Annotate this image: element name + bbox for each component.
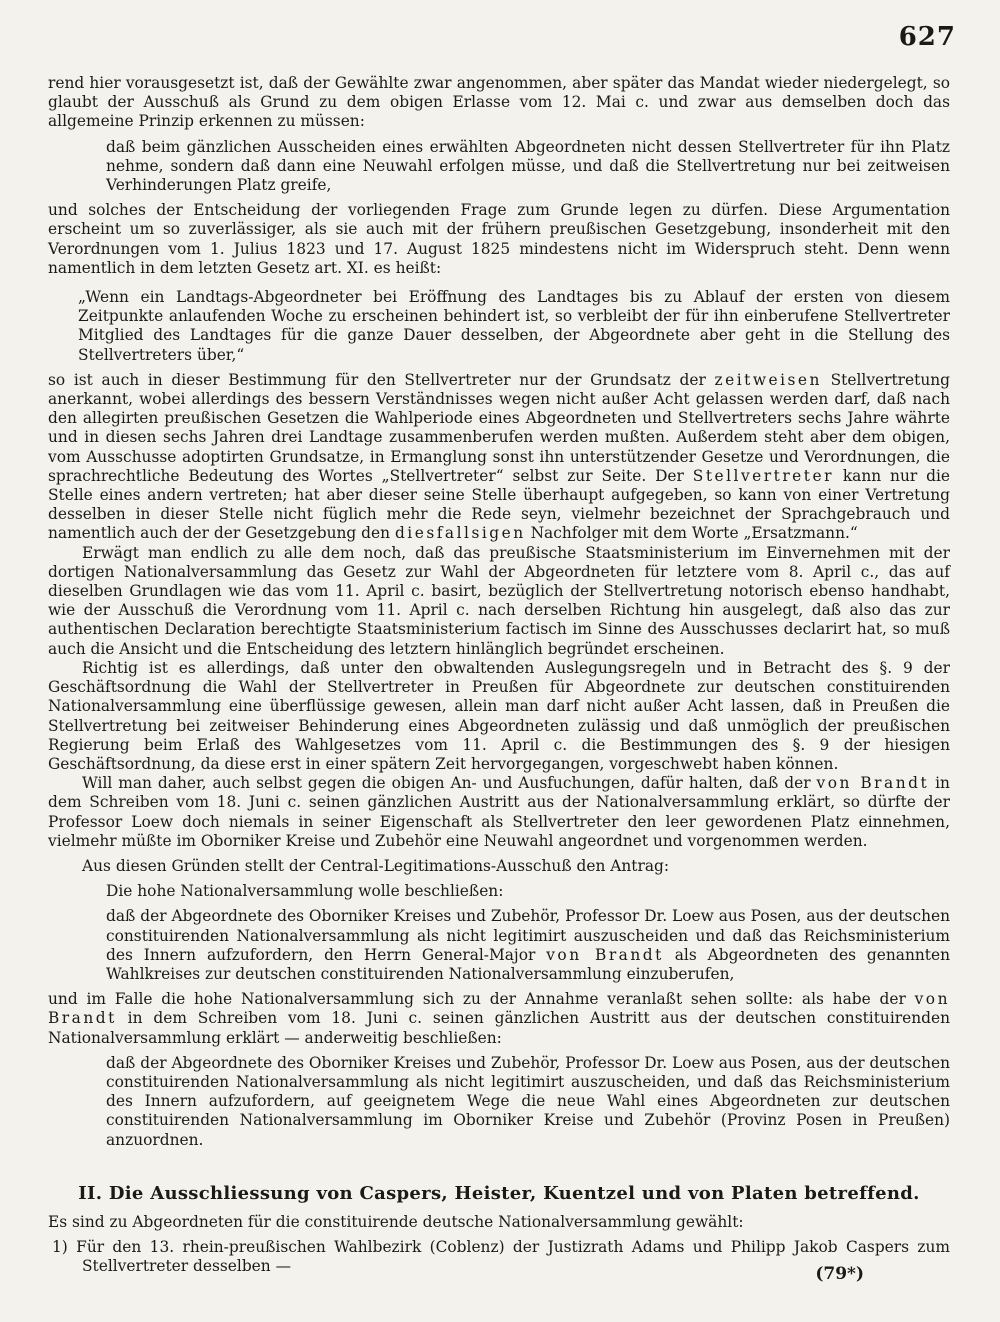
paragraph-falle bbox=[48, 990, 950, 1048]
motion-intro: Die hohe Nationalversammlung wolle beschließen: bbox=[106, 882, 504, 901]
paragraph-falle-end: in dem Schreiben vom 18. Juni c. seinen gänzlichen Austritt aus der deutschen constituirenden Nationalversammlung erklärt — anderweitig beschließen: bbox=[48, 1009, 950, 1047]
after-quote-paragraph bbox=[48, 371, 950, 544]
principle-quote: daß beim gänzlichen Ausscheiden eines erwählten Abgeordneten nicht dessen Stellvertreter für ihn Platz nehme, sondern daß dann eine Neuwahl erfolgen müsse, und daß die Stellvertretung nur bei zeitweisen Verhinderungen Platz greife, bbox=[106, 137, 950, 195]
after-quote-text-4: Nachfolger mit dem Worte „Ersatzmann.“ bbox=[530, 524, 858, 543]
after-quote-text-3: kann nur die Stelle eines andern vertreten; hat aber dieser seine Stelle überhaupt aufgegeben, so kann von einer Vertretung desselben in dieser Stelle nicht füglich mehr die Rede seyn, vielmehr bezeichnet der Sprachgebrauch und namentlich auch der der Gesetzgebung den bbox=[48, 466, 950, 543]
paragraph-will-start: Will man daher, auch selbst gegen die obigen An- und Ausfuchungen, dafür halten, daß der bbox=[82, 774, 811, 793]
name-von-brandt: von Brandt bbox=[816, 774, 930, 793]
page-body bbox=[48, 74, 950, 1277]
paragraph-will-end: in dem Schreiben vom 18. Juni c. seinen gänzlichen Austritt aus der Nationalversammlung erklärt, so dürfte der Professor Loew doch niemals in seiner Eigenschaft als Stellvertreter den leer gewordenen Platz einnehmen, vielmehr müßte im Oborniker Kreise und Zubehör eine Neuwahl angeordnet und vorgenommen werden. bbox=[48, 774, 950, 850]
motion-first-end: als Abgeordneten des genannten Wahlkreises zur deutschen constituirenden Nationalversammlung einzuberufen, bbox=[106, 945, 950, 983]
paragraph-antrag: Aus diesen Gründen stellt der Central-Legitimations-Ausschuß den Antrag: bbox=[82, 856, 670, 875]
signature-mark: (79*) bbox=[815, 1264, 864, 1284]
motion-first bbox=[48, 907, 950, 984]
page-number: 627 bbox=[898, 22, 956, 52]
section-intro: Es sind zu Abgeordneten für die constituirende deutsche Nationalversammlung gewählt: bbox=[48, 1212, 744, 1231]
after-quote-text-2: Stellvertretung anerkannt, wobei allerdings des bessern Verständnisses wegen nicht außer Acht gelassen werden darf, daß nach den allegirten preußischen Gesetzen die Wahlperiode eines Abgeordneten und Stellvertreters sechs Jahre währte und in diesen sechs Jahren drei Landtage zusammenberufen werden mußten. Außerdem steht aber dem obigen, vom Ausschusse adoptirten Grundsatze, in Ermanglung sonst ihn unterstützender Gesetze und Verordnungen, die sprachrechtliche Bedeutung des Wortes „Stellvertreter“ selbst zur Seite. Der bbox=[48, 370, 950, 485]
paragraph-falle-start: und im Falle die hohe Nationalversammlung sich zu der Annahme veranlaßt sehen sollte: als habe der bbox=[48, 990, 906, 1009]
paragraph-erwaegt: Erwägt man endlich zu alle dem noch, daß das preußische Staatsministerium im Einvernehmen mit der dortigen Nationalversammlung das Gesetz zur Wahl der Abgeordneten für letztere vom 8. April c., das auf dieselben Grundlagen wie das vom 11. April c. basirt, bezüglich der Stellvertretung notorisch ebenso handhabt, wie der Ausschuß die Verordnung vom 11. April c. nach derselben Richtung hin ausgelegt, daß also das zur authentischen Declaration berechtigte Staatsministerium factisch im Sinne des Ausschusses declarirt hat, so muß auch die Ansicht und die Entscheidung des letztern hinlänglich begründet erscheinen. bbox=[48, 543, 950, 658]
spaced-term-zeitweisen: zeitweisen bbox=[714, 370, 822, 389]
spaced-term-diesfallsigen: diesfallsigen bbox=[394, 524, 526, 543]
after-quote-text-1: so ist auch in dieser Bestimmung für den Stellvertreter nur der Grundsatz der bbox=[48, 370, 706, 389]
paragraph-richtig: Richtig ist es allerdings, daß unter den obwaltenden Auslegungsregeln und in Betracht des §. 9 der Geschäftsordnung die Wahl der Stellvertreter in Preußen für Abgeordnete zur deutschen constituirenden Nationalversammlung eine überflüssige gewesen, allein man darf nicht außer Acht lassen, daß in Preußen die Stellvertretung bei zeitweiser Behinderung eines Abgeordneten zulässig und daß unmöglich der preußischen Regierung beim Erlaß des Wahlgesetzes vom 11. April c. die Bestimmungen des §. 9 der hiesigen Geschäftsordnung, da diese erst in einer spätern Zeit hervorgegangen, vorgeschwebt haben können. bbox=[48, 658, 950, 773]
list-item: 1) Für den 13. rhein-preußischen Wahlbezirk (Coblenz) der Justizrath Adams und Philipp Jakob Caspers zum Stellvertreter desselben — bbox=[52, 1238, 950, 1276]
paragraph-will bbox=[48, 774, 950, 851]
name-von-brandt: von Brandt bbox=[546, 945, 664, 964]
argument-paragraph: und solches der Entscheidung der vorliegenden Frage zum Grunde legen zu dürfen. Diese Argumentation erscheint um so zuverlässiger, als sie auch mit der frühern preußischen Gesetzgebung, insonderheit mit den Verordnungen vom 1. Julius 1823 und 17. August 1825 mindestens nicht im Widerspruch steht. Denn wenn namentlich in dem letzten Gesetz art. XI. es heißt: bbox=[48, 201, 950, 277]
lead-paragraph: rend hier vorausgesetzt ist, daß der Gewählte zwar angenommen, aber später das Mandat wieder niedergelegt, so glaubt der Ausschuß als Grund zu dem obigen Erlasse vom 12. Mai c. und zwar aus demselben doch das allgemeine Prinzip erkennen zu müssen: bbox=[48, 74, 950, 131]
spaced-term-stellvertreter: Stellvertreter bbox=[692, 466, 834, 485]
name-von-brandt: von Brandt bbox=[48, 990, 950, 1028]
law-quote: „Wenn ein Landtags-Abgeordneter bei Eröffnung des Landtages bis zu Ablauf der ersten von diesem Zeitpunkte anlaufenden Woche zu erscheinen behindert ist, so verbleibt der für ihn einberufene Stellvertreter Mitglied des Landtages für die ganze Dauer desselben, der Abgeordnete aber geht in die Stellung des Stellvertreters über,“ bbox=[78, 288, 950, 364]
motion-first-start: daß der Abgeordnete des Oborniker Kreises und Zubehör, Professor Dr. Loew aus Posen, aus der deutschen constituirenden Nationalversammlung als nicht legitimirt auszuscheiden und daß das Reichsministerium des Innern aufzufordern, den Herrn General-Major bbox=[106, 907, 950, 964]
section-heading: II. Die Ausschliessung von Caspers, Heister, Kuentzel und von Platen betreffend. bbox=[78, 1182, 920, 1204]
motion-second: daß der Abgeordnete des Oborniker Kreises und Zubehör, Professor Dr. Loew aus Posen, aus der deutschen constituirenden Nationalversammlung als nicht legitimirt auszuscheiden, und daß das Reichsministerium des Innern aufzufordern, auf geeignetem Wege die neue Wahl eines Abgeordneten zur deutschen constituirenden Nationalversammlung im Oborniker Kreise und Zubehör (Provinz Posen in Preußen) anzuordnen. bbox=[106, 1053, 950, 1149]
